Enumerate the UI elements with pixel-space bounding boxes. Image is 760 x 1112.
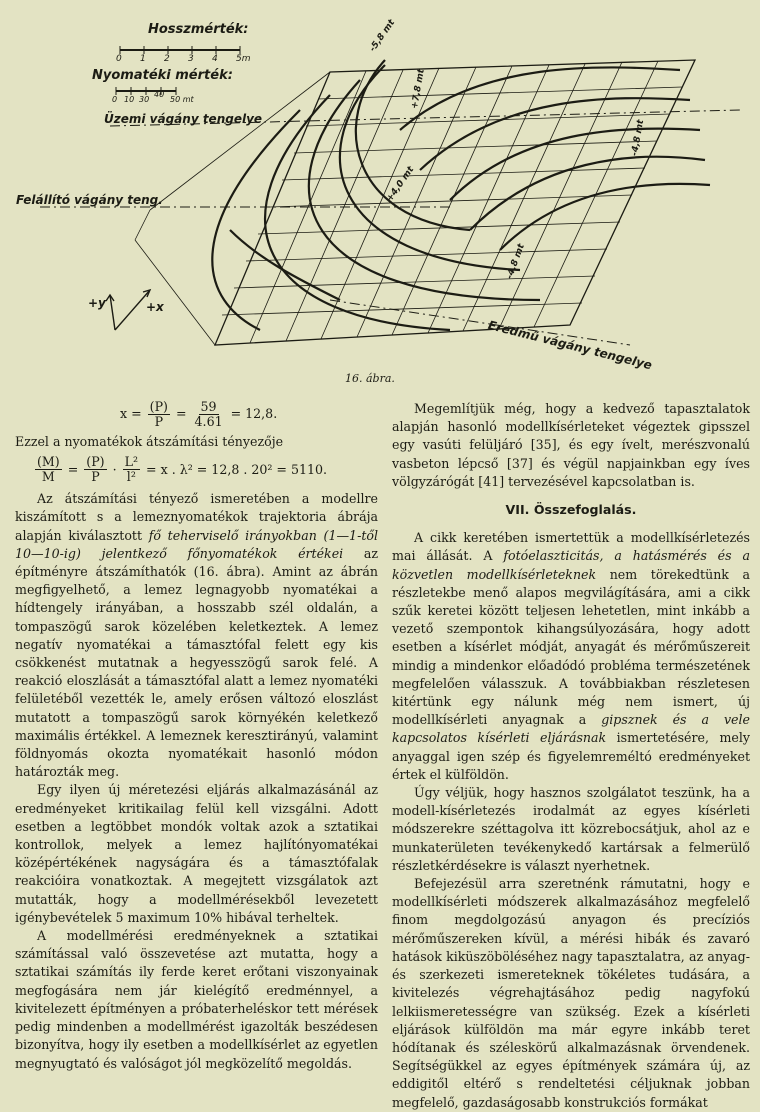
length-scale-tick-0: 0 — [116, 54, 122, 64]
figure-caption: 16. ábra. — [345, 372, 395, 385]
moment-label-m58: -5,8 mt — [368, 18, 398, 54]
axis-x-label: +x — [146, 300, 164, 314]
left-column — [15, 400, 378, 1073]
moment-scale-tick-3: 40 — [154, 90, 165, 99]
axis-y-label: +y — [88, 296, 106, 310]
erecting-track-label: Felállító vágány teng. — [16, 193, 163, 207]
moment-label-p40: +4,0 mt — [385, 164, 417, 204]
paragraph-comparison: A modellmérési eredményeknek a sztatikai számítással való összevetése azt mutatta, hogy a sztatikai számítás ily ferde keret erőtani viszonyainak megfogására nem jár kielégítő eredménnyel, a kivitelezett építményen a próbaterheléskor tett mérések pedig mindenben a modellmérést igazolták beszédesen bizonyítva, hogy ily esetben a modellkísérlet az egyetlen megnyugtató és valóságot jól megközelítő megoldás. — [15, 928, 378, 1071]
moment-label-m48a: -4,8 mt — [630, 119, 647, 157]
moment-scale-tick-1: 10 — [124, 95, 135, 104]
paragraph-conclusion: Befejezésül arra szeretnénk rámutatni, hogy e modellkísérleti módszerek alkalmazásához megfelelő finom megdolgozású anyagon és precíziós mérőműszereken kívül, a mérési hibák és zavaró hatások kiküszöböléséhez nagy tapasztalatra, az anyag- és szerkezeti ismereteknek tökéletes tudására, a kivitelezés végrehajtásához pedig nagyfokú lelkiismeretességre van szükség. Ezek a kísérleti eljárások külföldön ma már egyre inkább teret hódítanak és széleskörű alkalmazásnak örvendenek. Segítségükkel az egyes építmények számára új, az eddigitől eltérő s rendeltetési céljuknak jobban megfelelő, gazdaságosabb konstrukciós formákat — [392, 876, 750, 1110]
paragraph-literature: Úgy véljük, hogy hasznos szolgálatot teszünk, ha a modell-kísérletezés irodalmát az egyes kísérleti módszerekre széttagolva itt közrebocsátjuk, ahol az e munkaterületen tevékenykedő kartársak a felmerülő részletkérdésekre is választ nyerhetnek. — [392, 785, 750, 873]
slab-grid — [135, 61, 682, 345]
moment-scale-tick-2: 30 — [139, 95, 150, 104]
paragraph-factor-application: Az átszámítási tényező ismeretében a modellre kiszámított s a lemeznyomatékok trajektoria ábrája alapján kiválasztott fő teherviselő irányokban (1—1-től 10—10-ig) jelentkező főnyomatékok értékei az építményre átszámíthatók (16. ábra). Amint az ábrán megfigyelhető, a lemez legnagyobb nyomatékai a hídtengely irányában, a hosszabb szél oldalán, a tompaszögű sarok közelében keletkeztek. A lemez negatív nyomatékai a támasztófal felett egy kis csökkenést mutatnak a hegyesszögű sarok felé. A reakció eloszlását a támasztófal alatt a lemez nyomatéki felületéből vezették le, amely erősen változó eloszlást mutatott a tompaszögű sarok környékén keletkező maximális értékkel. A lemeznek keresztirányú, valamint földnyomás okozta nyomatékait hasonló módon határozták meg. — [15, 491, 378, 780]
paragraph-verification: Egy ilyen új méretezési eljárás alkalmazásánál az eredményeket kritikailag felül kell vizsgálni. Adott esetben a legtöbbet mondók voltak azok a sztatikai kontrollok, melyek a lemez hajlítónyomatékai középértékének nagyságára és a támasztófalak reakcióira vonatkoztak. A megejtett vizsgálatok azt mutatták, hogy a modellmérésekből levezetett igénybevételek 5 maximum 10% hibával terheltek. — [15, 782, 378, 925]
length-scale-tick-1: 1 — [140, 54, 146, 64]
length-scale-tick-2: 2 — [164, 54, 170, 64]
equation-moment-factor: $\frac{(M)}{M}$ = $\frac{(P)}{P}$ · $\frac{\text{L²}}{\text{l²}}$ = x . λ² = 12,8 . 20² = 5110. — [37, 454, 328, 485]
moment-scale-title: Nyomatéki mérték: — [92, 68, 233, 83]
length-scale-title: Hosszmérték: — [148, 22, 249, 37]
paragraph-factor-intro: Ezzel a nyomatékok átszámítási tényezője — [15, 434, 284, 449]
paragraph-further-examples: Megemlítjük még, hogy a kedvező tapasztalatok alapján hasonló modellkísérleteket végeztek gipsszel egy vasúti felüljáró [35], és egy ívelt, merészvonalú vasbeton lépcső [37] és végül napjainkban egy íves völgyzárógát [41] tervezésével kapcsolatban is. — [392, 401, 750, 489]
moment-scale-tick-4: 50 mt — [170, 95, 194, 104]
moment-label-m78: +7,8 mt — [410, 68, 427, 110]
length-scale-tick-4: 4 — [212, 54, 218, 64]
operating-track-label: Üzemi vágány tengelye — [104, 112, 263, 126]
length-scale-tick-3: 3 — [188, 54, 194, 64]
section-heading-summary: VII. Összefoglalás. — [505, 502, 637, 518]
length-scale-tick-5: 5m — [236, 54, 251, 64]
moment-label-m48b: -4,8 mt — [505, 242, 527, 281]
figure-16 — [0, 0, 760, 395]
equation-scale-factor: x = $\frac{(P)}{P}$ = $\frac{59}{4.61}$ = 12,8. — [120, 399, 278, 429]
result-track-label: Eredmű vágány tengelye — [486, 318, 654, 373]
right-column — [392, 400, 750, 1112]
moment-scale-tick-0: 0 — [112, 95, 118, 104]
paragraph-summary: A cikk keretében ismertettük a modellkísérletezés mai állását. A fotóelaszticitás, a hatásmérés és a közvetlen modellkísérleteknek nem törekedtünk a részletekbe menő alapos megvilágítására, ami a cikk szűk keretei között teljesen lehetetlen, mint inkább a vezető szempontok kihangsúlyozására, hogy adott esetben a kísérlet módját, anyagát és mérőműszereit mindig a mindenkor előadódó probléma természetének megfelelően válasszuk. A továbbiakban részletesen kitértünk egy nálunk még nem ismert, új modellkísérleti anyagnak a gipsznek és a vele kapcsolatos kísérleti eljárásnak ismertetésére, mely anyaggal igen szép és figyelemreméltó eredményeket értek el külföldön. — [392, 530, 750, 782]
slab-outline — [215, 60, 695, 345]
